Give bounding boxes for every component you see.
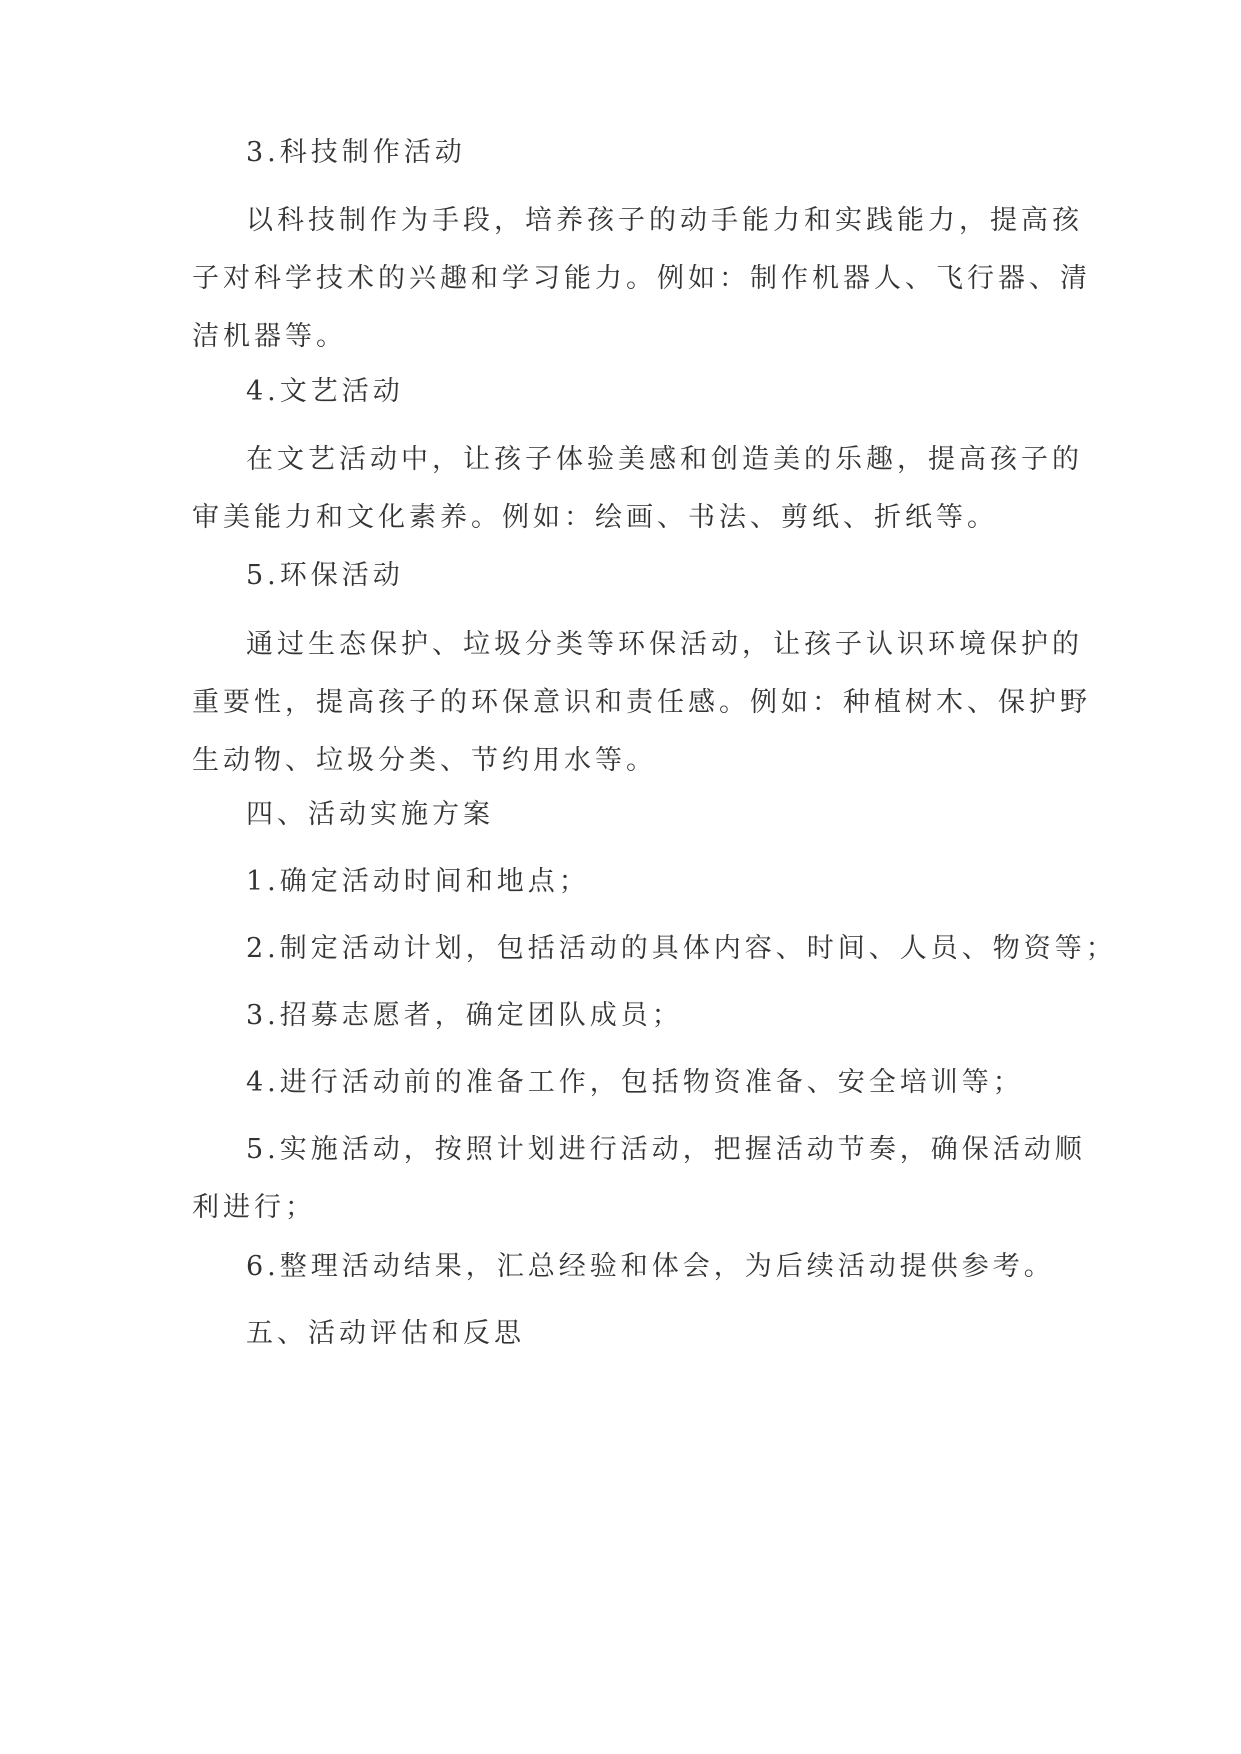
heading-eco-activity bbox=[192, 547, 1052, 605]
section-heading-implementation bbox=[192, 786, 1052, 844]
text-line: 3.科技制作活动 bbox=[246, 137, 466, 168]
text-line: 1.确定活动时间和地点； bbox=[246, 866, 590, 897]
text-line: 3.招募志愿者，确定团队成员； bbox=[246, 1000, 683, 1031]
list-item-step-5 bbox=[192, 1121, 1086, 1237]
heading-arts-activity bbox=[192, 363, 1052, 421]
text-line: 6.整理活动结果，汇总经验和体会，为后续活动提供参考。 bbox=[246, 1251, 1055, 1282]
text-line: 重要性，提高孩子的环保意识和责任感。例如：种植树木、保护野 bbox=[192, 687, 1091, 718]
text-line: 利进行； bbox=[192, 1192, 316, 1223]
section-heading-evaluation bbox=[192, 1305, 1052, 1363]
text-line: 2.制定活动计划，包括活动的具体内容、时间、人员、物资等； bbox=[246, 933, 1117, 964]
text-line: 在文艺活动中，让孩子体验美感和创造美的乐趣，提高孩子的 bbox=[246, 444, 1083, 475]
text-line: 4.文艺活动 bbox=[246, 376, 404, 407]
text-line: 审美能力和文化素养。例如：绘画、书法、剪纸、折纸等。 bbox=[192, 502, 998, 533]
list-item-step-1 bbox=[192, 853, 1052, 911]
text-line: 5.环保活动 bbox=[246, 560, 404, 591]
text-line: 洁机器等。 bbox=[192, 321, 347, 352]
text-line: 五、活动评估和反思 bbox=[246, 1318, 525, 1349]
text-line: 生动物、垃圾分类、节约用水等。 bbox=[192, 745, 657, 776]
text-line: 4.进行活动前的准备工作，包括物资准备、安全培训等； bbox=[246, 1067, 1024, 1098]
text-line: 通过生态保护、垃圾分类等环保活动，让孩子认识环境保护的 bbox=[246, 629, 1083, 660]
paragraph-tech-activity bbox=[192, 192, 1091, 366]
text-line: 以科技制作为手段，培养孩子的动手能力和实践能力，提高孩 bbox=[246, 205, 1083, 236]
list-item-step-3 bbox=[192, 987, 1052, 1045]
text-line: 子对科学技术的兴趣和学习能力。例如：制作机器人、飞行器、清 bbox=[192, 263, 1091, 294]
list-item-step-6 bbox=[192, 1238, 1055, 1296]
text-line: 四、活动实施方案 bbox=[246, 799, 494, 830]
paragraph-eco-activity bbox=[192, 616, 1091, 790]
list-item-step-2 bbox=[192, 920, 1117, 978]
paragraph-arts-activity bbox=[192, 431, 1083, 547]
text-line: 5.实施活动，按照计划进行活动，把握活动节奏，确保活动顺 bbox=[246, 1134, 1086, 1165]
list-item-step-4 bbox=[192, 1054, 1052, 1112]
heading-tech-activity bbox=[192, 124, 1052, 182]
